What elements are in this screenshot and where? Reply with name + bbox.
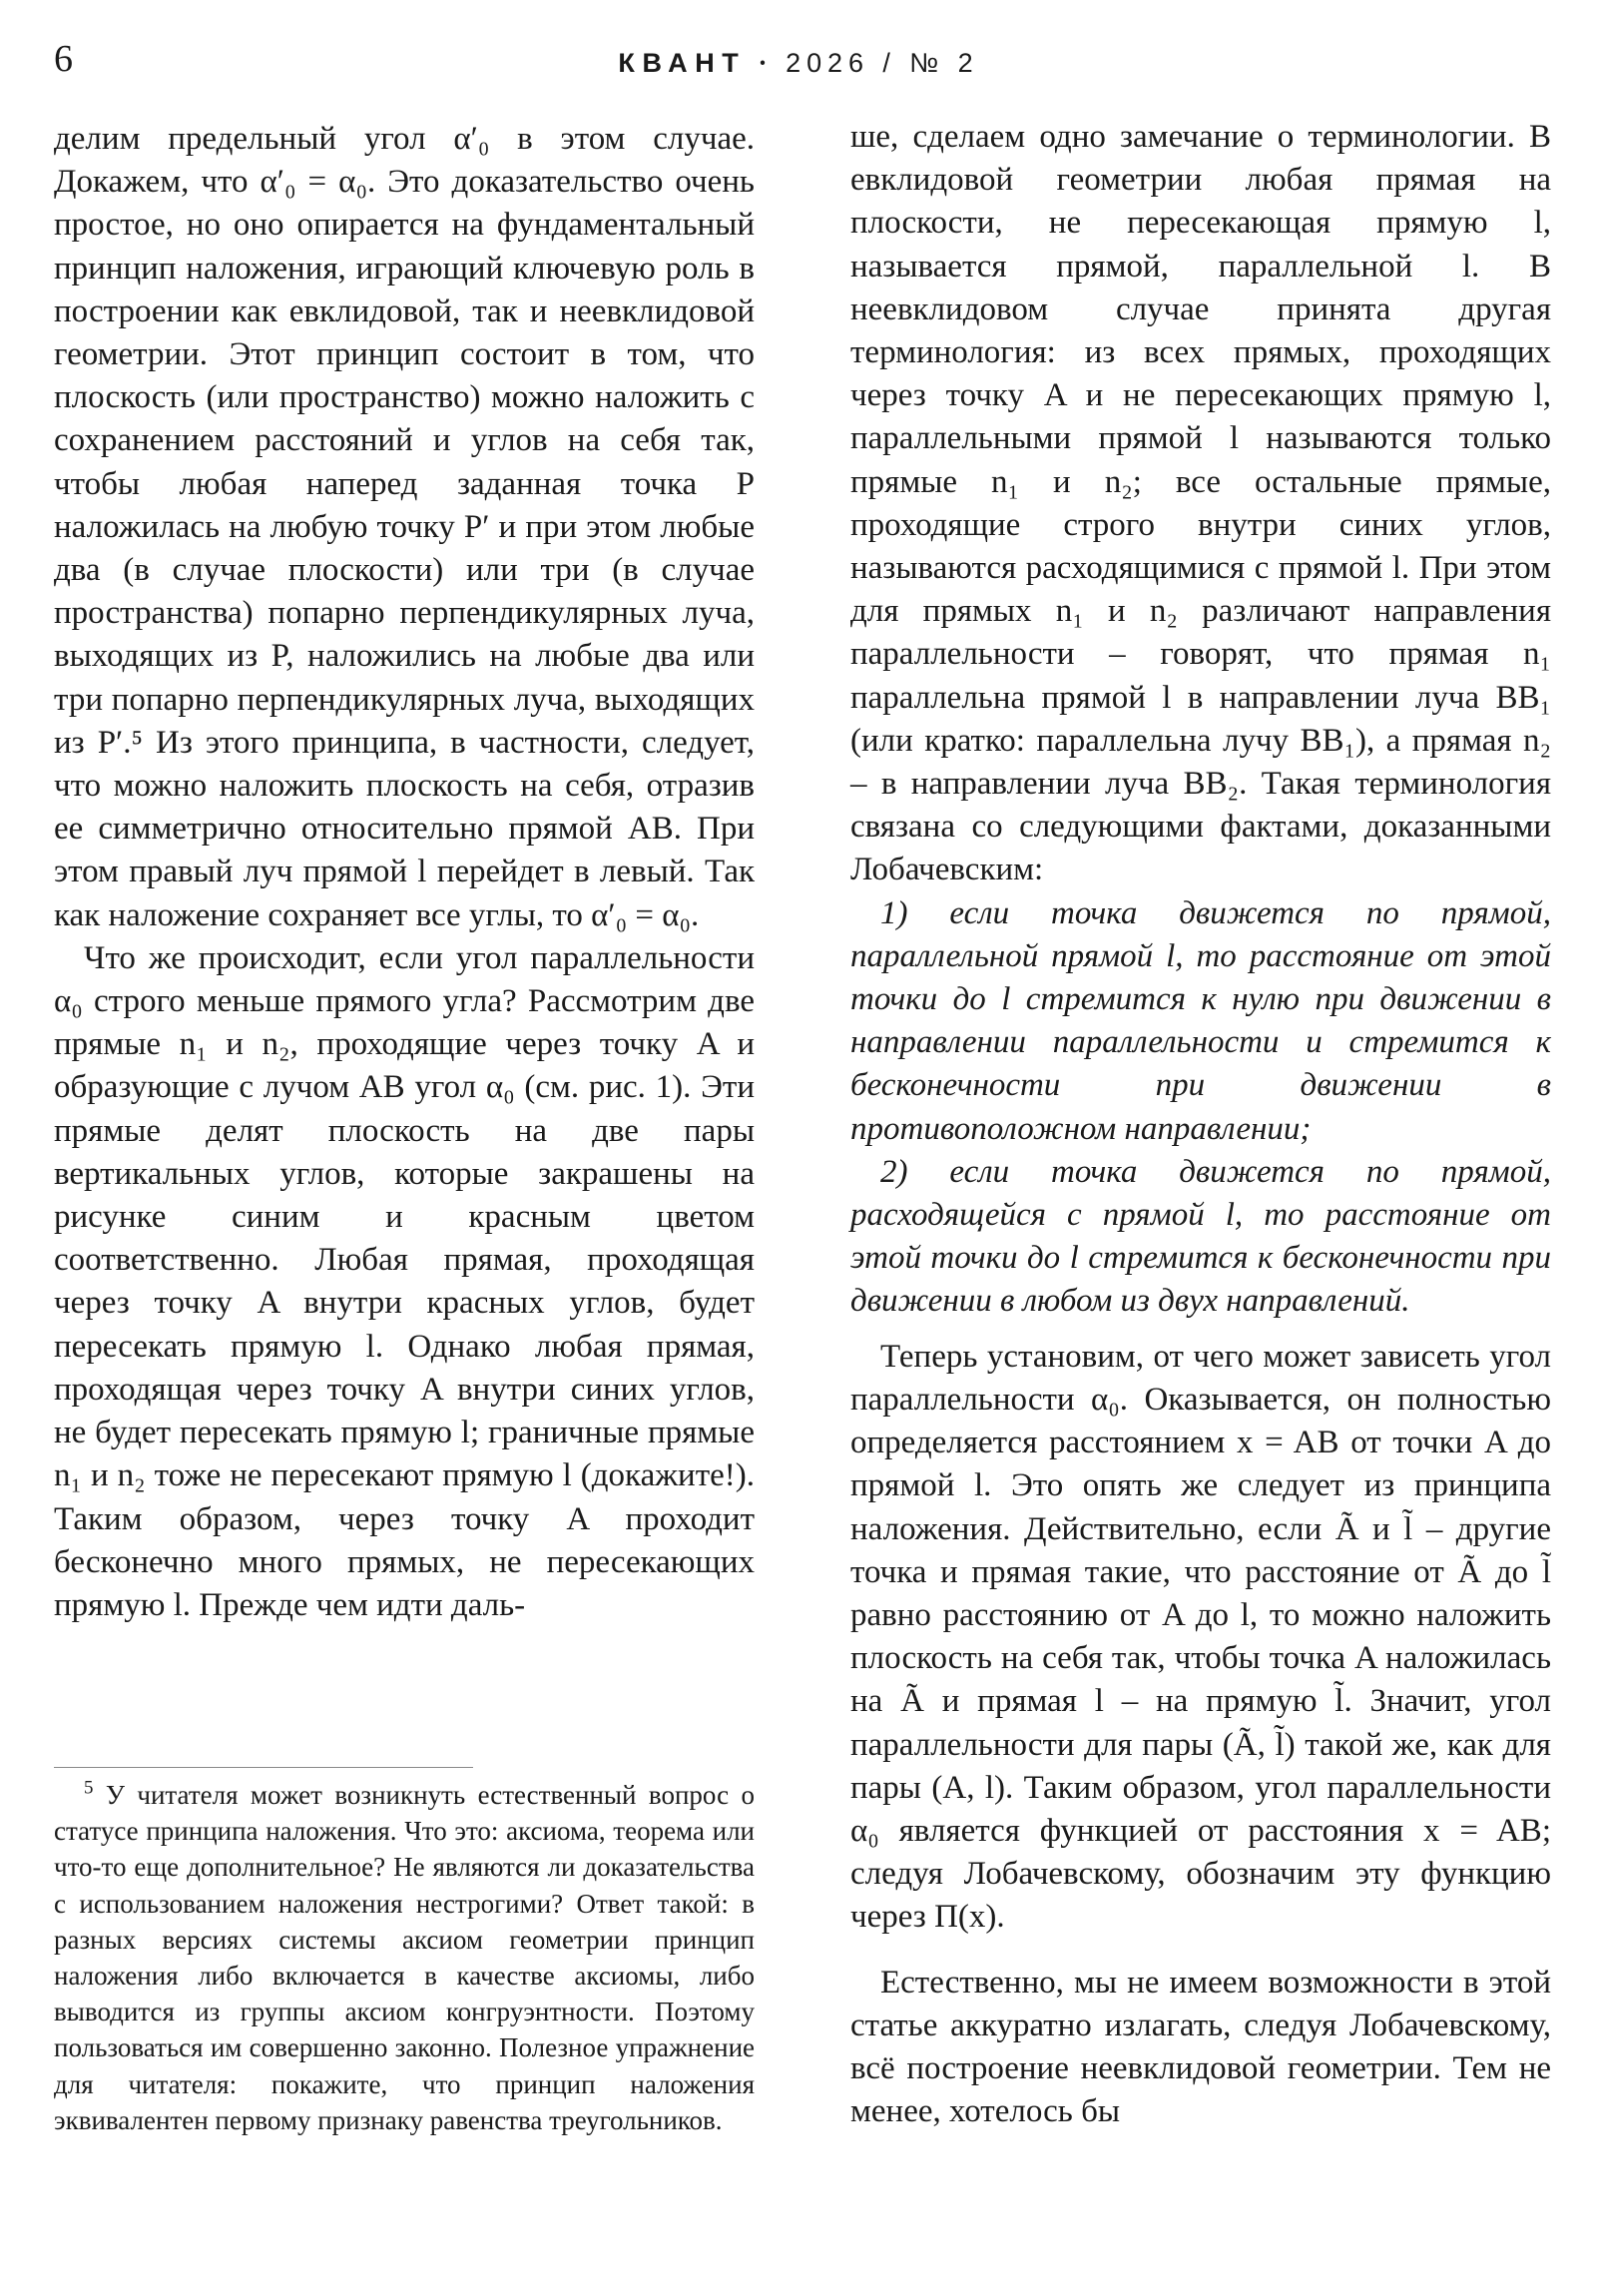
- journal-title: КВАНТ: [618, 48, 747, 78]
- theorem-item-2: 2) если точка движется по прямой, расходящейся с прямой l, то расстояние от этой точки до l стремится к бесконечности при движении в любом из двух направлений.: [850, 1153, 1551, 1320]
- issue-number: 2026 / № 2: [786, 48, 979, 78]
- paragraph: Теперь установим, от чего может зависеть угол параллельности α₀. Оказывается, он полностью определяется расстоянием x = AB от точки A до прямой l. Это опять же следует из принципа наложения. Действительно, если Ã и l̃ – другие точка и прямая такие, что расстояние от Ã до l̃ равно расстоянию от A до l, то можно наложить плоскость на себя так, чтобы точка A наложилась на Ã и прямая l – на прямую l̃. Значит, угол параллельности для пары (Ã, l̃) такой же, как для пары (A, l). Таким образом, угол параллельности α₀ является функцией от расстояния x = AB; следуя Лобачевскому, обозначим эту функцию через Π(x).: [850, 1338, 1551, 1936]
- footnote-text: У читателя может возникнуть естественный вопрос о статусе принципа наложения. Что это: аксиома, теорема или что-то еще дополнительное? Не являются ли доказательства с использованием наложения нестрогими? Ответ такой: в разных версиях системы аксиом геометрии принцип наложения либо включается в качестве аксиомы, либо выводится из группы аксиом конгруэнтности. Поэтому пользоваться им совершенно законно. Полезное упражнение для читателя: покажите, что принцип наложения эквивалентен первому признаку равенства треугольников.: [54, 1780, 756, 2135]
- left-column: [54, 118, 755, 1627]
- footnote-rule: [54, 1767, 473, 1768]
- header-separator: ·: [758, 48, 774, 78]
- footnote: [54, 1777, 755, 2138]
- paragraph: ше, сделаем одно замечание о терминологии. В евклидовой геометрии любая прямая на плоскости, не пересекающая прямую l, называется прямой, параллельной l. В неевклидовом случае принята другая терминология: из всех прямых, проходящих через точку A и не пересекающих прямую l, параллельными прямой l называются только прямые n₁ и n₂; все остальные прямые, проходящие строго внутри синих углов, называются расходящимися с прямой l. При этом для прямых n₁ и n₂ различают направления параллельности – говорят, что прямая n₁ параллельна прямой l в направлении луча BB₁ (или кратко: параллельна лучу BB₁), а прямая n₂ – в направлении луча BB₂. Такая терминология связана со следующими фактами, доказанными Лобачевским:: [850, 119, 1551, 888]
- paragraph: Что же происходит, если угол параллельности α₀ строго меньше прямого угла? Рассмотрим две прямые n₁ и n₂, проходящие через точку A и образующие с лучом AB угол α₀ (см. рис. 1). Эти прямые делят плоскость на две пары вертикальных углов, которые закрашены на рисунке синим и красным цветом соответственно. Любая прямая, проходящая через точку A внутри красных углов, будет пересекать прямую l. Однако любая прямая, проходящая через точку A внутри синих углов, не будет пересекать прямую l; граничные прямые n₁ и n₂ тоже не пересекают прямую l (докажите!). Таким образом, через точку A проходит бесконечно много прямых, не пересекающих прямую l. Прежде чем идти даль-: [54, 939, 755, 1623]
- theorem-item-1: 1) если точка движется по прямой, параллельной прямой l, то расстояние от этой точки до l стремится к нулю при движении в направлении параллельности и стремится к бесконечности при движении в противоположном направлении;: [850, 894, 1551, 1147]
- page-number: 6: [54, 38, 73, 80]
- paragraph: Естественно, мы не имеем возможности в этой статье аккуратно излагать, следуя Лобачевскому, всё построение неевклидовой геометрии. Тем не менее, хотелось бы: [850, 1964, 1551, 2130]
- running-head: [0, 50, 1597, 77]
- paragraph: делим предельный угол α′₀ в этом случае. Докажем, что α′₀ = α₀. Это доказательство очень простое, но оно опирается на фундаментальный принцип наложения, играющий ключевую роль в построении как евклидовой, так и неевклидовой геометрии. Этот принцип состоит в том, что плоскость (или пространство) можно наложить с сохранением расстояний и углов на себя так, чтобы любая наперед заданная точка P наложилась на любую точку P′ и при этом любые два (в случае плоскости) или три (в случае пространства) попарно перпендикулярных луча, выходящих из P, наложились на любые два или три попарно перпендикулярных луча, выходящих из P′.⁵ Из этого принципа, в частности, следует, что можно наложить плоскость на себя, отразив ее симметрично относительно прямой AB. При этом правый луч прямой l перейдет в левый. Так как наложение сохраняет все углы, то α′₀ = α₀.: [54, 121, 755, 933]
- right-column: [850, 116, 1551, 2133]
- footnote-mark: 5: [84, 1777, 94, 1799]
